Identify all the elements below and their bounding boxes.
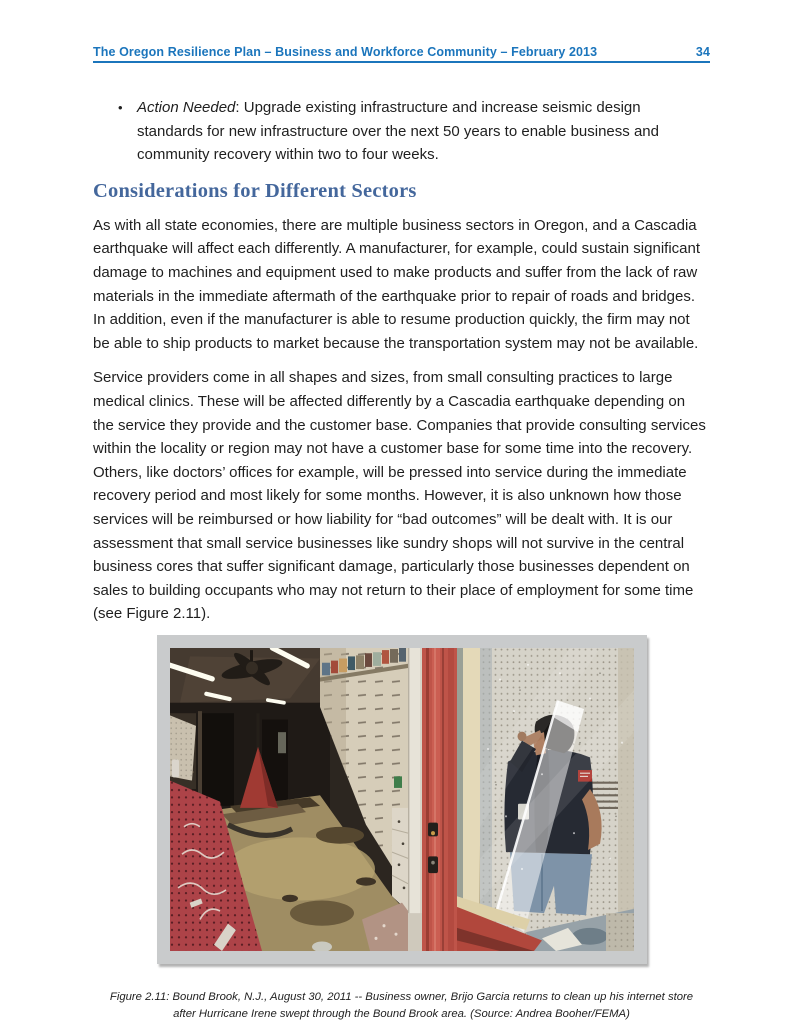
photo-frame: [157, 635, 647, 964]
paragraph-2: Service providers come in all shapes and sizes, from small consulting practices to large medical clinics. These will be affected differently by a Cascadia earthquake depending on the service they provide and the customer base. Companies that provide consulting services within the locality or region may not have a customer base for some time into the recovery. Others, like doctors’ offices for example, will be pressed into service during the immediate recovery period and most likely for some months. However, it is also unknown how those services will be reimbursed or how liability for “bad outcomes” will be dealt with. It is our assessment that small service businesses like sundry shops will not survive in the central business cores that suffer significant damage, particularly those businesses dependent on sales to building occupants who may not return to their place of employment for some time (see Figure 2.11).: [93, 369, 706, 623]
bullet-body: : Upgrade existing infrastructure and increase seismic design standards for new infrastructure over the next 50 years to enable business and community recovery within two to four weeks.: [137, 99, 659, 164]
header-title: The Oregon Resilience Plan – Business and Workforce Community – February 2013: [93, 45, 598, 59]
figure-caption: Figure 2.11: Bound Brook, N.J., August 30, 2011 -- Business owner, Brijo Garcia returns to clean up his internet store after Hurricane Irene swept through the Bound Brook area. (Source: Andrea Booher/FEMA): [109, 990, 694, 1021]
section-heading: Considerations for Different Sectors: [93, 179, 417, 202]
store-photo-illustration: [170, 648, 634, 951]
figure-2-11: [157, 635, 647, 964]
bullet-label: Action Needed: [137, 99, 236, 116]
header-page-number: 34: [695, 45, 710, 59]
bullet-dot-icon: •: [118, 100, 123, 115]
paragraph-1: As with all state economies, there are multiple business sectors in Oregon, and a Cascadia earthquake will affect each differently. A manufacturer, for example, could sustain significant damage to machines and equipment used to make products and suffer from the lack of raw materials in the immediate aftermath of the earthquake prior to repair of roads and bridges. In addition, even if the manufacturer is able to resume production quickly, the firm may not be able to ship products to market because the transportation system may not be available.: [93, 216, 701, 352]
bullet-item: [93, 96, 710, 167]
bullet-text: [137, 96, 710, 167]
page-header: [93, 45, 710, 63]
